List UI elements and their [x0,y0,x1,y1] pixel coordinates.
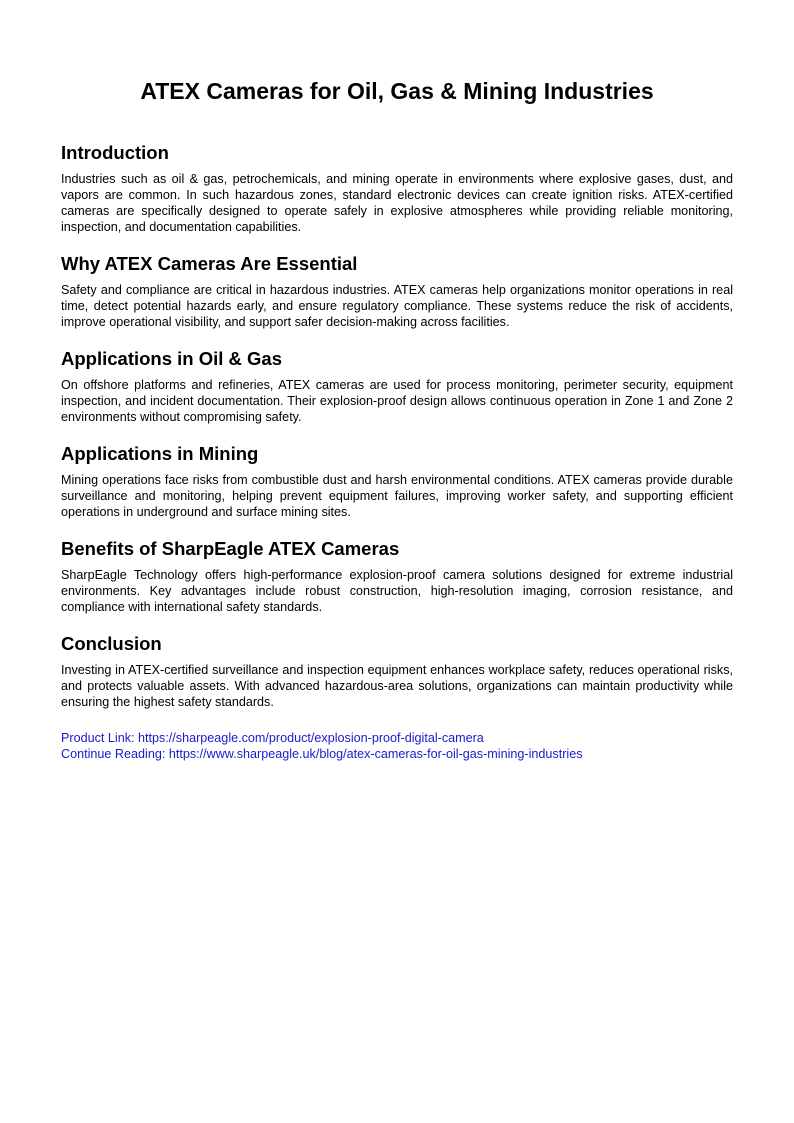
section-heading: Applications in Oil & Gas [61,348,283,369]
section-paragraph: SharpEagle Technology offers high-performance explosion-proof camera solutions designed for extreme industrial environments. Key advantages include robust construction, high-resolution imaging, corrosion resistance, and compliance with international safety standards. [61,568,733,614]
section-heading: Benefits of SharpEagle ATEX Cameras [61,538,400,559]
section-heading: Introduction [61,142,169,163]
section-heading: Applications in Mining [61,443,259,464]
document-body [61,141,733,762]
section-heading: Why ATEX Cameras Are Essential [61,253,358,274]
section-why-essential [61,252,733,330]
section-paragraph: Mining operations face risks from combustible dust and harsh environmental conditions. ATEX cameras provide durable surveillance and monitoring, helping prevent equipment failures, improving worker safety, and supporting efficient operations in underground and surface mining sites. [61,473,733,519]
product-link[interactable]: Product Link: https://sharpeagle.com/product/explosion-proof-digital-camera [61,731,484,745]
continue-reading-link[interactable]: Continue Reading: https://www.sharpeagle.uk/blog/atex-cameras-for-oil-gas-mining-industries [61,747,583,761]
section-paragraph: On offshore platforms and refineries, ATEX cameras are used for process monitoring, perimeter security, equipment inspection, and incident documentation. Their explosion-proof design allows continuous operation in Zone 1 and Zone 2 environments without compromising safety. [61,378,733,424]
section-paragraph: Industries such as oil & gas, petrochemicals, and mining operate in environments where explosive gases, dust, and vapors are common. In such hazardous zones, standard electronic devices can create ignition risks. ATEX-certified cameras are specifically designed to operate safely in explosive atmospheres while providing reliable monitoring, inspection, and documentation capabilities. [61,172,733,234]
section-oil-gas [61,347,733,425]
section-mining [61,442,733,520]
reference-links [61,730,733,762]
section-paragraph: Safety and compliance are critical in hazardous industries. ATEX cameras help organizations monitor operations in real time, detect potential hazards early, and ensure regulatory compliance. These systems reduce the risk of accidents, improve operational visibility, and support safer decision-making across facilities. [61,283,733,329]
section-paragraph: Investing in ATEX-certified surveillance and inspection equipment enhances workplace safety, reduces operational risks, and protects valuable assets. With advanced hazardous-area solutions, organizations can maintain productivity while ensuring the highest safety standards. [61,663,733,709]
section-benefits [61,537,733,615]
document-title: ATEX Cameras for Oil, Gas & Mining Industries [140,78,654,104]
section-heading: Conclusion [61,633,162,654]
section-introduction [61,141,733,235]
section-conclusion [61,632,733,710]
